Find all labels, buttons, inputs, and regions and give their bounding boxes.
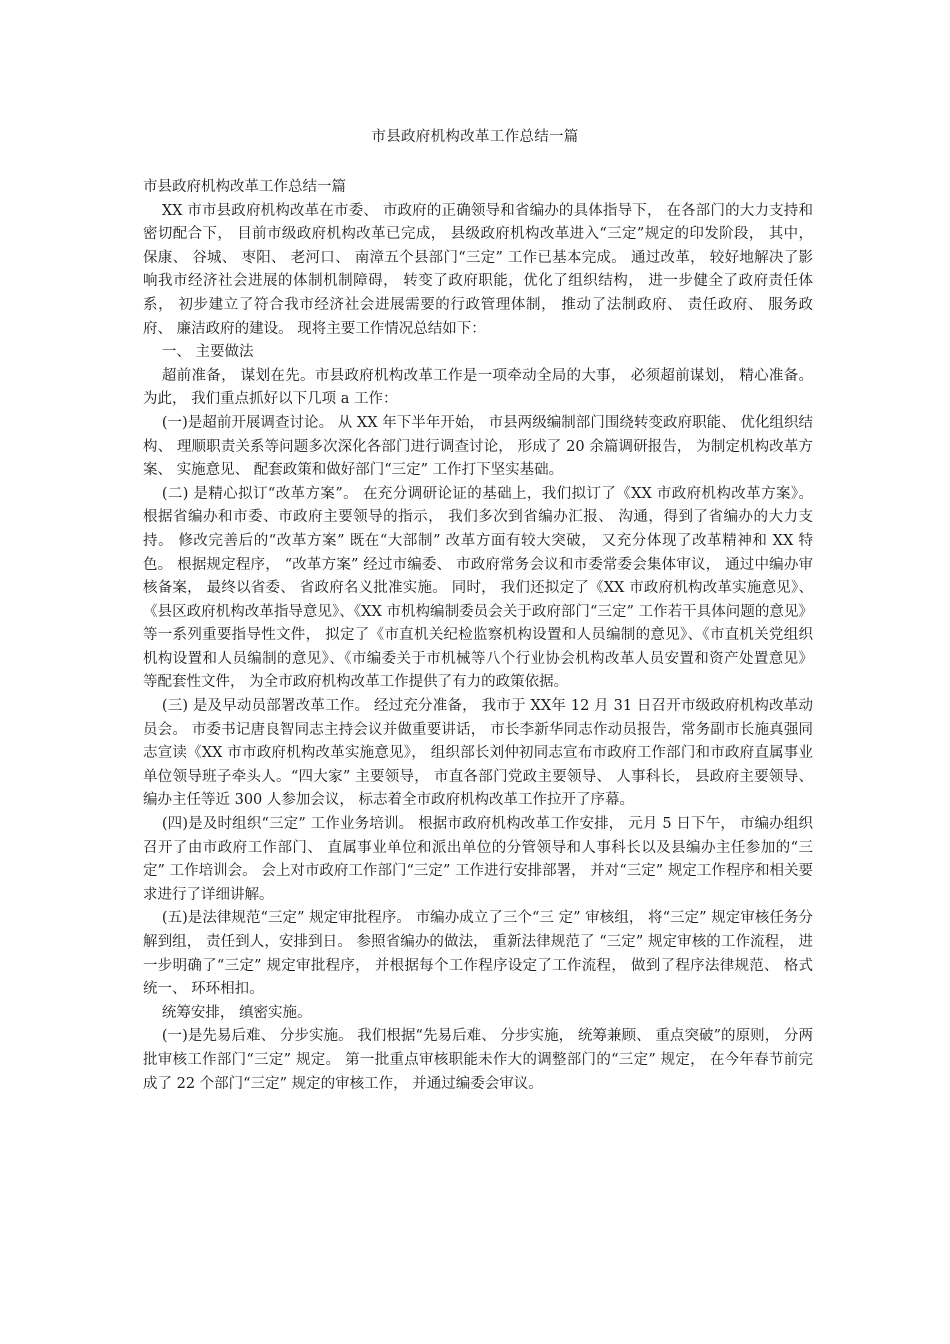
document-title: 市县政府机构改革工作总结一篇 (371, 129, 579, 145)
paragraph-intro: XX 市市县政府机构改革在市委、 市政府的正确领导和省编办的具体指导下， 在各部门的大力支持和密切配合下， 目前市级政府机构改革已完成， 县级政府机构改革进入“三定”规定的印发阶段， 其中， 保康、 谷城、 枣阳、 老河口、 南漳五个县部门“三定” 工作已基本完成。 通过改革， 较好地解决了影响我市经济社会进展的体制机制障碍， 转变了政府职能，优化了组织结构， 进一步健全了政府责任体系， 初步建立了符合我市经济社会进展需要的行政管理体制， 推动了法制政府、 责任政府、 服务政府、 廉洁政府的建设。 现将主要工作情况总结如下： (143, 202, 813, 337)
paragraph-item-5: (五)是法律规范“三定” 规定审批程序。 市编办成立了三个“三 定” 审核组， 将“三定” 规定审核任务分解到组， 责任到人，安排到日。 参照省编办的做法， 重新法律规范了 “三定” 规定审核的工作流程， 进一步明确了“三定” 规定审批程序， 并根据每个工作程序设定了工作流程， 做到了程序法律规范、 格式统一、 环环相扣。 (143, 910, 813, 998)
subheading-overall-arrangement: 统筹安排， 缜密实施。 (161, 1004, 312, 1021)
paragraph-item-1b: (一)是先易后难、 分步实施。 我们根据“先易后难、 分步实施， 统筹兼顾、 重点突破”的原则， 分两批审核工作部门“三定” 规定。 第一批重点审核职能未作大的调整部门的“三定” 规定， 在今年春节前完成了 22 个部门“三定” 规定的审核工作， 并通过编委会审议。 (143, 1028, 813, 1092)
paragraph-item-2: (二) 是精心拟订“改革方案”。 在充分调研论证的基础上，我们拟订了《XX 市政府机构改革方案》。 根据省编办和市委、市政府主要领导的指示， 我们多次到省编办汇报、 沟通，得到了省编办的大力支持。 修改完善后的“改革方案” 既在“大部制” 改革方面有较大突破， 又充分体现了改革精神和 XX 特色。 根据规定程序， “改革方案” 经过市编委、 市政府常务会议和市委常委会集体审议， 通过中编办审核备案， 最终以省委、 省政府名义批准实施。 同时， 我们还拟定了《XX 市政府机构改革实施意见》、《县区政府机构改革指导意见》、《XX 市机构编制委员会关于政府部门“三定” 工作若干具体问题的意见》 等一系列重要指导性文件， 拟定了《市直机关纪检监察机构设置和人员编制的意见》、《市直机关党组织机构设置和人员编制的意见》、《市编委关于市机械等八个行业协会机构改革人员安置和资产处置意见》 等配套性文件， 为全市政府机构改革工作提供了有力的政策依据。 (143, 485, 813, 691)
document-body (143, 176, 813, 1096)
paragraph-item-4: (四)是及时组织“三定” 工作业务培训。 根据市政府机构改革工作安排， 元月 5 日下午， 市编办组织召开了由市政府工作部门、 直属事业单位和派出单位的分管领导和人事科长以及县编办主任参加的“三定” 工作培训会。 会上对市政府工作部门“三定” 工作进行安排部署， 并对“三定” 规定工作程序和相关要求进行了详细讲解。 (143, 816, 813, 903)
section-heading-main-practices: 一、 主要做法 (161, 344, 254, 361)
body-heading: 市县政府机构改革工作总结一篇 (143, 179, 346, 195)
paragraph-item-3: (三) 是及早动员部署改革工作。 经过充分准备， 我市于 XX年 12 月 31 日召开市级政府机构改革动员会。 市委书记唐良智同志主持会议并做重要讲话， 市长李新华同志作动员报告，常务副市长施真强同志宣读《XX 市市政府机构改革实施意见》， 组织部长刘仲初同志宣布市政府工作部门和市政府直属事业单位领导班子牵头人。“四大家” 主要领导， 市直各部门党政主要领导、 人事科长， 县政府主要领导、 编办主任等近 300 人参加会议， 标志着全市政府机构改革工作拉开了序幕。 (143, 698, 813, 809)
paragraph-advance-preparation: 超前准备， 谋划在先。市县政府机构改革工作是一项牵动全局的大事， 必须超前谋划， 精心准备。 为此， 我们重点抓好以下几项 a 工作： (143, 367, 813, 408)
paragraph-item-1: (一)是超前开展调查讨论。 从 XX 年下半年开始， 市县两级编制部门围绕转变政府职能、 优化组织结构、 理顺职责关系等问题多次深化各部门进行调查讨论， 形成了 20 余篇调研报告， 为制定机构改革方案、 实施意见、 配套政策和做好部门“三定” 工作打下坚实基础。 (143, 414, 813, 479)
